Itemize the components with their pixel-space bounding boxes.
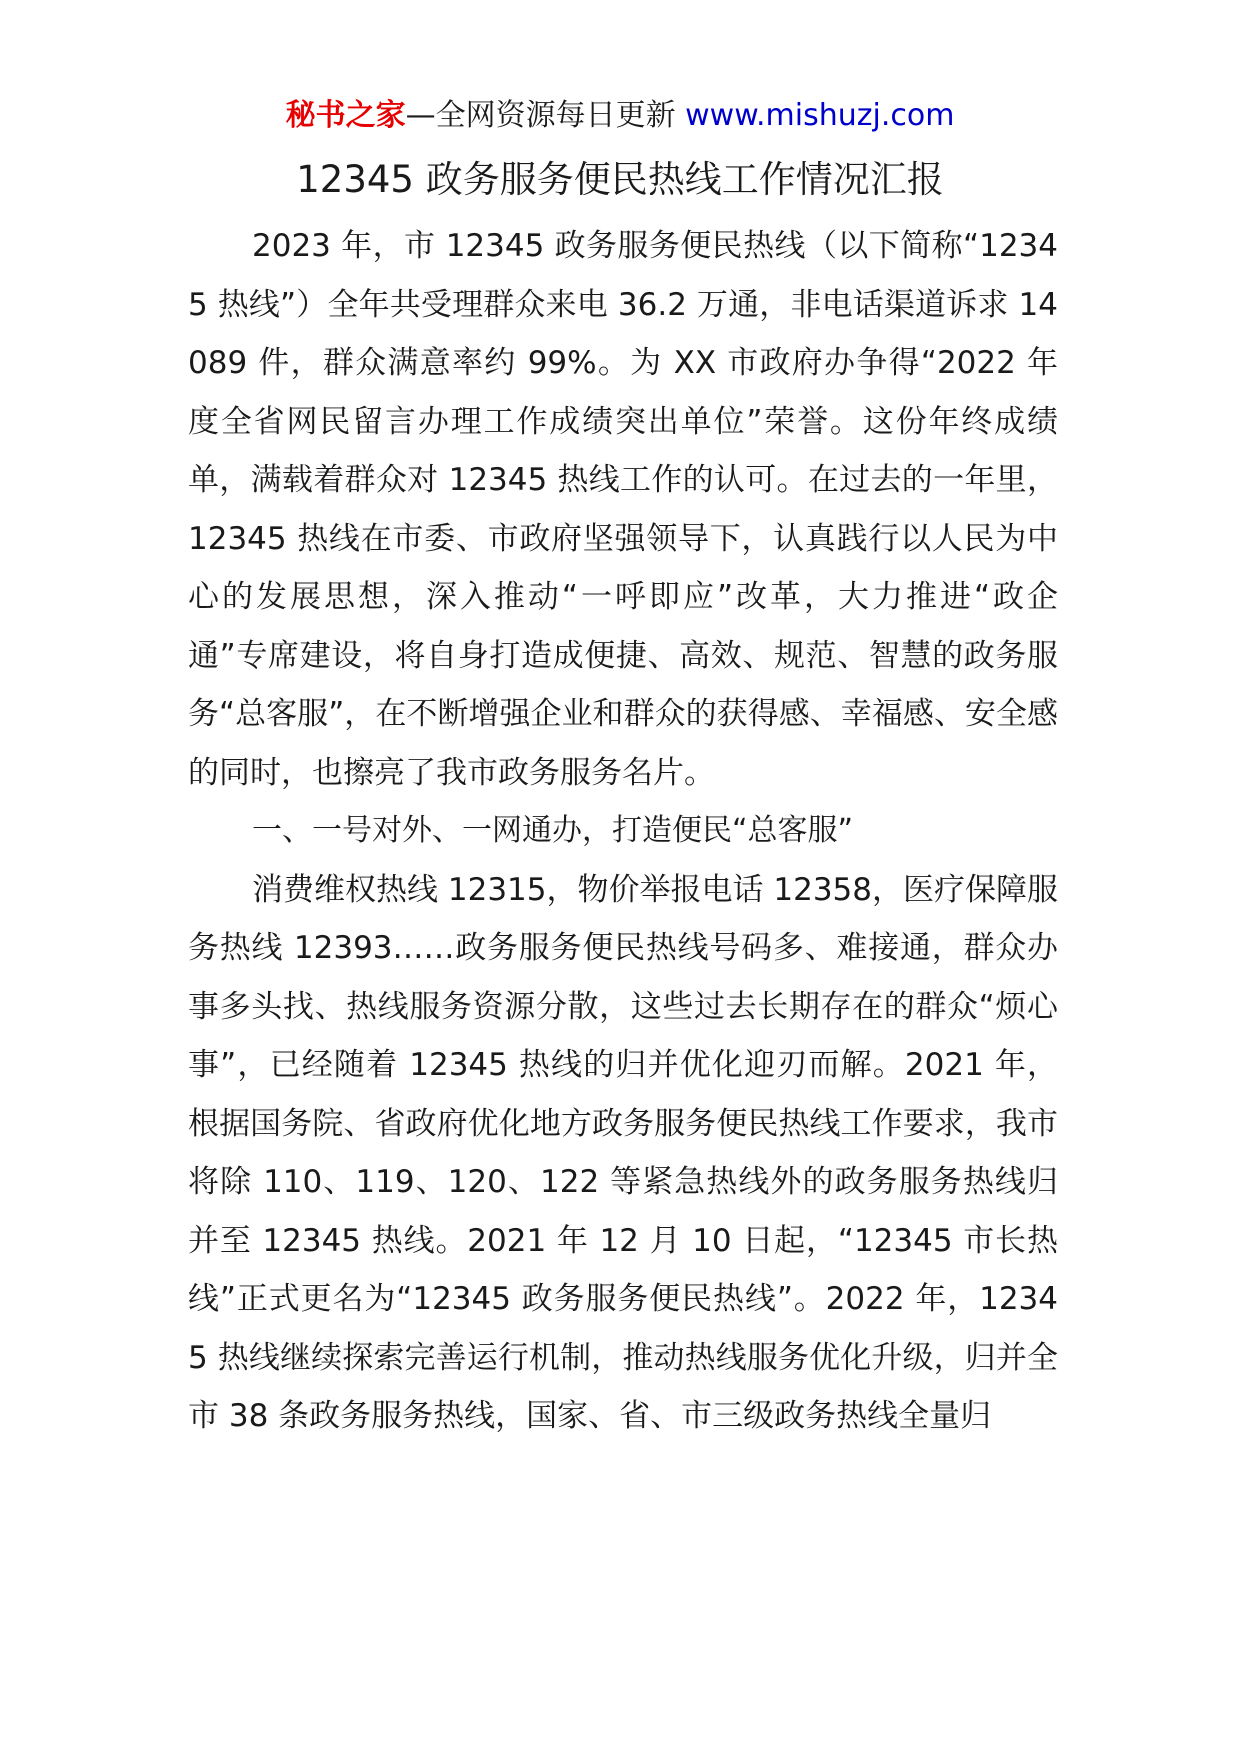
- site-url[interactable]: www.mishuzj.com: [685, 98, 955, 133]
- section-heading: 一、一号对外、一网通办，打造便民“总客服”: [252, 813, 854, 848]
- header-tagline: —全网资源每日更新: [405, 98, 686, 133]
- document-body: [188, 217, 1058, 1446]
- brand-name: 秘书之家: [285, 98, 406, 133]
- paragraph-section-1: 消费维权热线 12315，物价举报电话 12358，医疗保障服务热线 12393……政务服务便民热线号码多、难接通，群众办事多头找、热线服务资源分散，这些过去长期存在的群众“烦心事”，已经随着 12345 热线的归并优化迎刃而解。2021 年，根据国务院、省政府优化地方政务服务便民热线工作要求，我市将除 110、119、120、122 等紧急热线外的政务服务热线归并至 12345 热线。2021 年 12 月 10 日起，“12345 市长热线”正式更名为“12345 政务服务便民热线”。2022 年，12345 热线继续探索完善运行机制，推动热线服务优化升级，归并全市 38 条政务服务热线，国家、省、市三级政务热线全量归: [188, 871, 1058, 1434]
- site-header: [0, 96, 1240, 136]
- paragraph-intro: 2023 年，市 12345 政务服务便民热线（以下简称“12345 热线”）全年共受理群众来电 36.2 万通，非电话渠道诉求 14089 件，群众满意率约 99%。为 XX 市政府办争得“2022 年度全省网民留言办理工作成绩突出单位”荣誉。这份年终成绩单，满载着群众对 12345 热线工作的认可。在过去的一年里，12345 热线在市委、市政府坚强领导下，认真践行以人民为中心的发展思想，深入推动“一呼即应”改革，大力推进“政企通”专席建设，将自身打造成便捷、高效、规范、智慧的政务服务“总客服”，在不断增强企业和群众的获得感、幸福感、安全感的同时，也擦亮了我市政务服务名片。: [188, 228, 1058, 791]
- document-title: 12345 政务服务便民热线工作情况汇报: [296, 158, 944, 201]
